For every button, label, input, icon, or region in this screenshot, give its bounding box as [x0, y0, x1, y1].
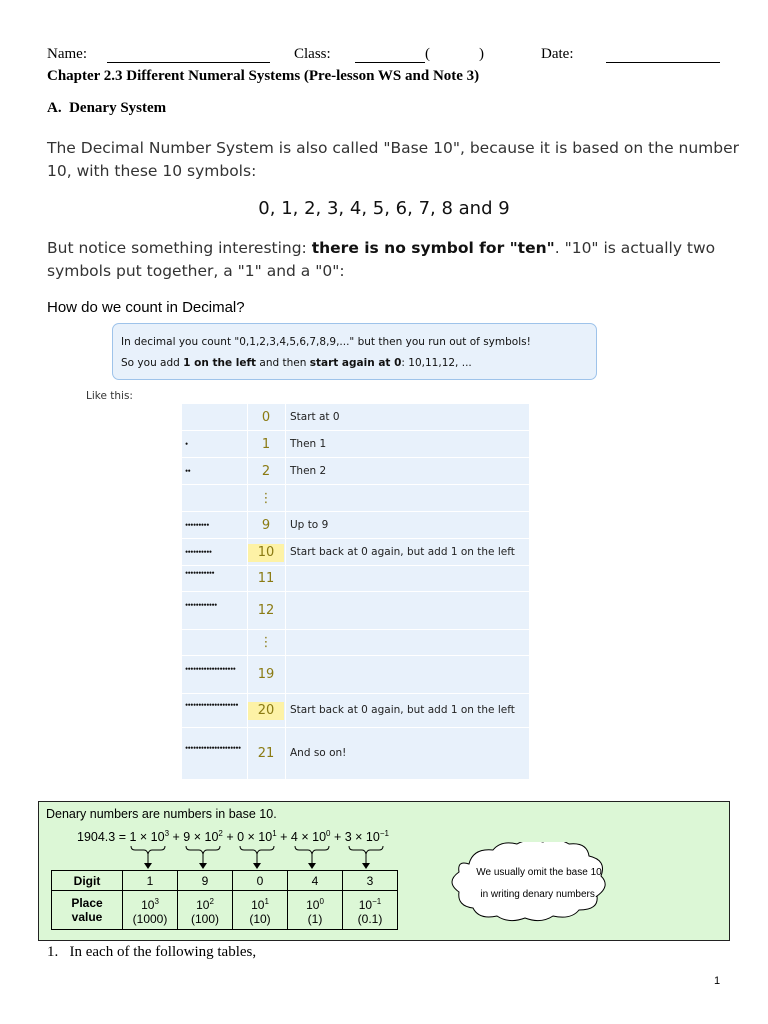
count-row: [182, 512, 529, 539]
place-value-cell: $10^1$ (10): [233, 891, 288, 930]
class-label: Class:: [294, 46, 331, 62]
digit-cell: 4: [288, 871, 343, 891]
formula-lhs: 1904.3 =: [77, 830, 130, 845]
place-value-cell: $10^0$ (1): [288, 891, 343, 930]
like-this-label: Like this:: [86, 390, 133, 402]
dot-count: •••••••••: [185, 519, 209, 530]
info-text: and then: [256, 357, 310, 369]
section-heading: [47, 100, 166, 117]
count-description: Up to 9: [290, 518, 329, 531]
count-row: [182, 539, 529, 566]
count-row: [182, 431, 529, 458]
place-label-1: Place: [71, 896, 103, 910]
notice-line-2: symbols put together, a "1" and a "0":: [47, 262, 345, 280]
place-value-cell: $10^3$ (1000): [123, 891, 178, 930]
count-description: Start back at 0 again, but add 1 on the left: [290, 545, 515, 558]
notice-bold: there is no symbol for "ten": [311, 239, 555, 257]
formula-term: $3 \times 10^{-1}$: [344, 829, 389, 845]
count-description: And so on!: [290, 747, 347, 759]
count-number: 12: [257, 603, 275, 618]
section-title: Denary System: [69, 100, 167, 116]
cloud-line-2: in writing denary numbers.: [480, 889, 598, 900]
count-description: Start back at 0 again, but add 1 on the left: [290, 704, 515, 716]
place-value-cell: $10^2$ (100): [178, 891, 233, 930]
count-number: 21: [257, 746, 275, 761]
count-number: 19: [257, 667, 275, 682]
formula-term: $9 \times 10^2$: [183, 829, 223, 845]
notice-suffix: . "10" is actually two: [554, 239, 716, 257]
arrow-down-icon: [308, 863, 316, 869]
count-number: 9: [261, 517, 271, 533]
info-box: [112, 323, 597, 380]
count-row: [182, 485, 529, 512]
info-text: : 10,11,12, ...: [401, 357, 472, 369]
count-number: 1: [261, 436, 271, 452]
place-value-cell: $10^{-1}$ (0.1): [343, 891, 398, 930]
digit-cell: 0: [233, 871, 288, 891]
info-line-2: [121, 357, 472, 369]
digit-row-label: Digit: [52, 871, 123, 891]
count-description: Then 2: [290, 464, 327, 477]
question-heading: How do we count in Decimal?: [47, 299, 245, 316]
notice-prefix: But notice something interesting:: [47, 239, 312, 257]
count-row: [182, 458, 529, 485]
class-paren-close: ): [479, 46, 484, 62]
count-number: 11: [257, 571, 275, 586]
digit-cell: 3: [343, 871, 398, 891]
dot-count: •••••••••••••••••••: [185, 664, 236, 674]
count-row: [182, 694, 529, 728]
page-number: 1: [714, 975, 721, 987]
notice-paragraph: [47, 237, 727, 283]
chapter-title: Chapter 2.3 Different Numeral Systems (Pre-lesson WS and Note 3): [47, 68, 480, 84]
cloud-line-1: We usually omit the base 10: [476, 867, 602, 878]
denary-box: [38, 801, 730, 941]
expansion-formula: $1904.3 = 1 \times 10^3 + 9 \times 10^2 + 0 \times 10^1 + 4 \times 10^0 + 3 \times 10^{-1}$: [77, 829, 389, 845]
count-number: 2: [261, 463, 271, 479]
info-text: So you add: [121, 357, 184, 369]
arrow-down-icon: [144, 863, 152, 869]
name-label: Name:: [47, 46, 87, 62]
formula-term: $4 \times 10^0$: [290, 829, 331, 845]
date-blank[interactable]: [606, 62, 720, 63]
count-row: [182, 728, 529, 780]
count-number: 20: [248, 702, 284, 720]
symbols-list: 0, 1, 2, 3, 4, 5, 6, 7, 8 and 9: [258, 198, 510, 219]
question-number: 1.: [47, 944, 59, 960]
digit-cell: 9: [178, 871, 233, 891]
place-label-2: value: [71, 910, 103, 924]
count-row: [182, 404, 529, 431]
dot-count: •: [185, 438, 188, 449]
digit-cell: 1: [123, 871, 178, 891]
class-paren-open: (: [425, 46, 430, 62]
info-bold: 1 on the left: [183, 357, 257, 369]
denary-box-title: Denary numbers are numbers in base 10.: [46, 807, 277, 821]
count-number: 10: [248, 544, 284, 562]
name-blank[interactable]: [107, 62, 270, 63]
intro-paragraph: [47, 137, 740, 183]
count-number: ⋮: [259, 635, 273, 650]
place-value-row-label: [52, 891, 123, 930]
arrow-down-icon: [199, 863, 207, 869]
count-row: [182, 630, 529, 656]
count-number: 0: [261, 409, 271, 425]
dot-count: •••••••••••: [185, 568, 215, 578]
dot-count: ••••••••••••: [185, 600, 217, 610]
arrow-down-icon: [253, 863, 261, 869]
dot-count: •••••••••••••••••••••: [185, 743, 241, 753]
section-marker: A.: [47, 100, 62, 116]
formula-term: $0 \times 10^1$: [237, 829, 277, 845]
dot-count: ••: [185, 465, 191, 476]
date-label: Date:: [541, 46, 574, 62]
arrow-down-icon: [362, 863, 370, 869]
count-description: Start at 0: [290, 410, 340, 423]
intro-line-1: The Decimal Number System is also called "Base 10", because it is based on the number: [47, 139, 740, 157]
count-row: [182, 566, 529, 592]
formula-term: $1 \times 10^3$: [129, 829, 170, 845]
info-bold: start again at 0: [309, 357, 402, 369]
dot-count: ••••••••••••••••••••: [185, 700, 239, 710]
count-number: ⋮: [259, 490, 273, 506]
class-blank[interactable]: [355, 62, 425, 63]
info-line-1: In decimal you count "0,1,2,3,4,5,6,7,8,9,..." but then you run out of symbols!: [121, 336, 531, 348]
question-1: [47, 944, 256, 961]
place-value-table: [51, 870, 398, 930]
count-description: Then 1: [290, 437, 327, 450]
count-row: [182, 656, 529, 694]
counting-table: [182, 404, 529, 780]
dot-count: ••••••••••: [185, 546, 212, 557]
question-text: In each of the following tables,: [69, 944, 257, 960]
intro-line-2: 10, with these 10 symbols:: [47, 162, 257, 180]
count-row: [182, 592, 529, 630]
